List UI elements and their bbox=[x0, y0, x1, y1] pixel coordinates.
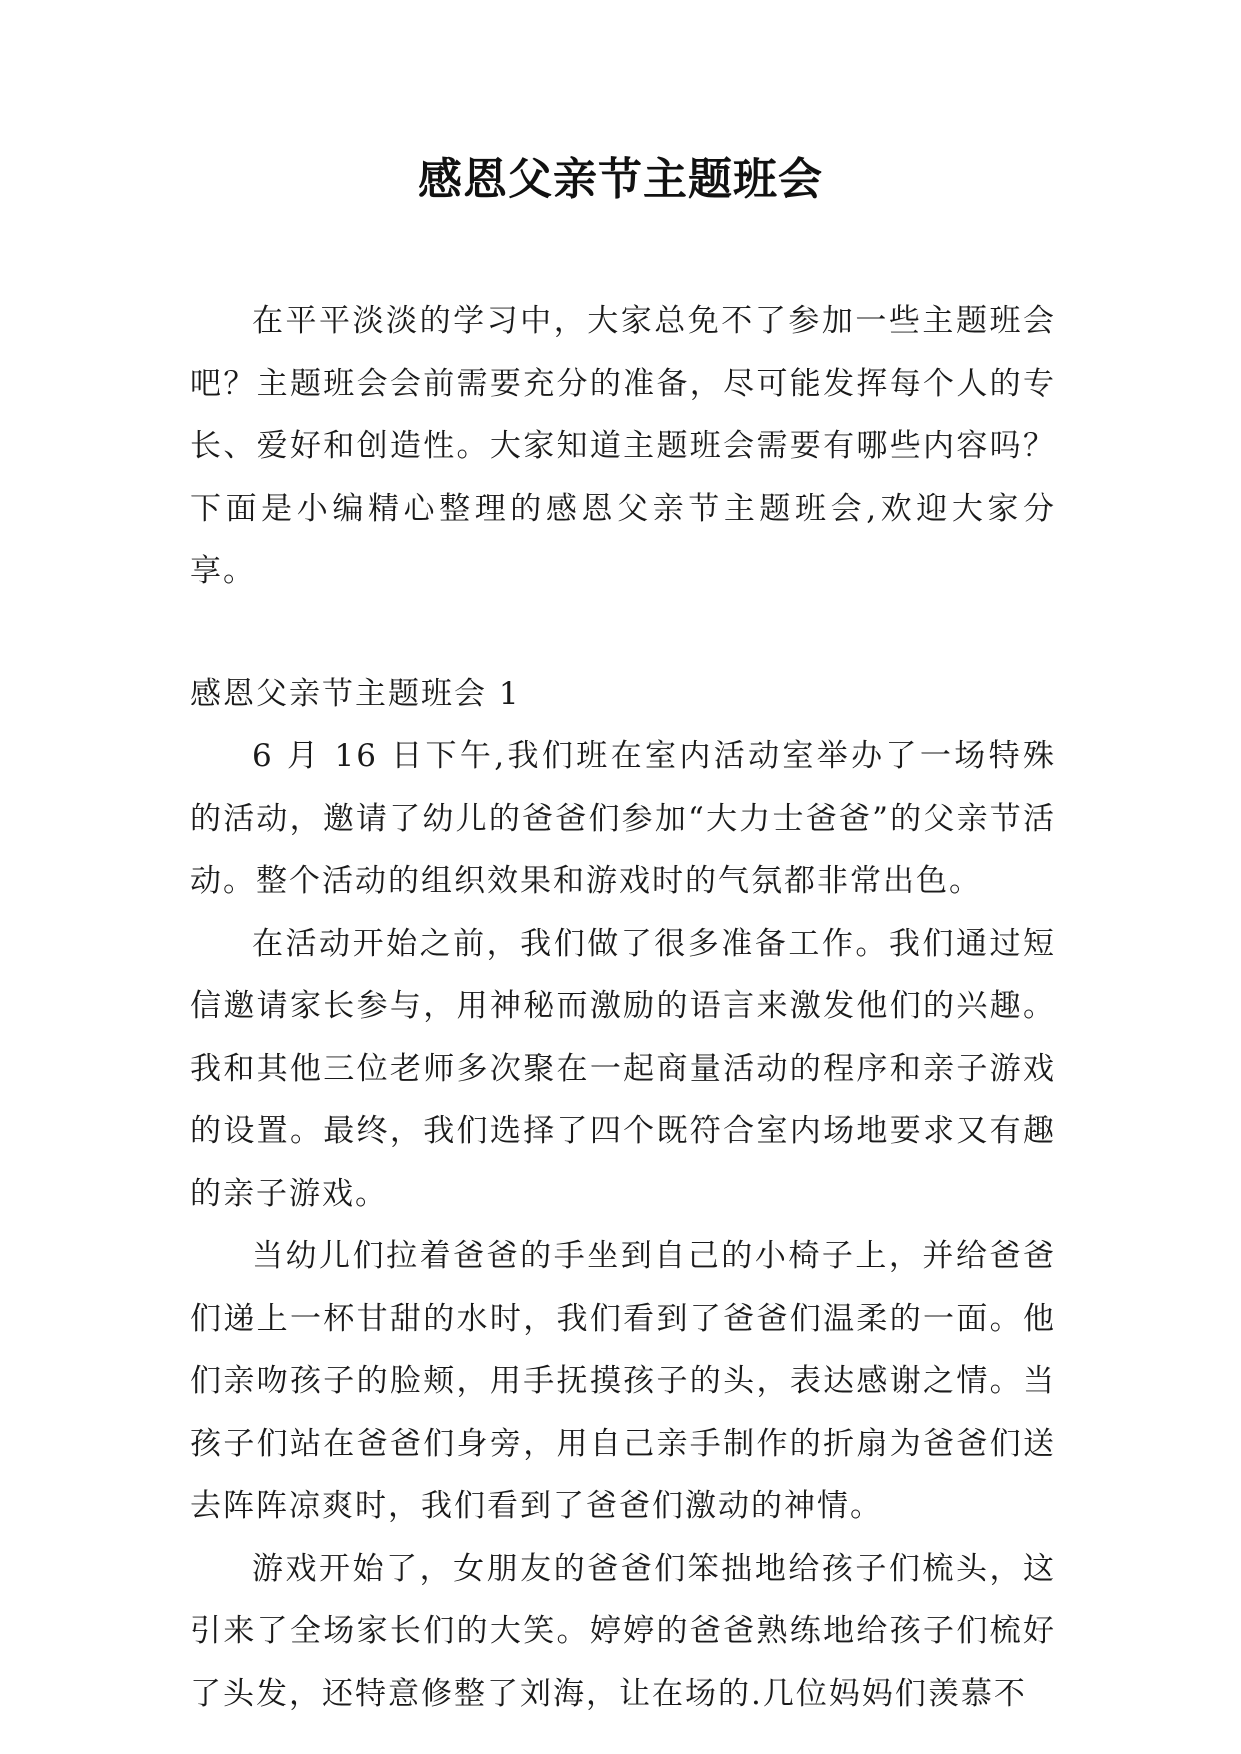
body-paragraph: 6 月 16 日下午,我们班在室内活动室举办了一场特殊的活动，邀请了幼儿的爸爸们参加“大力士爸爸”的父亲节活动。整个活动的组织效果和游戏时的气氛都非常出色。 bbox=[190, 738, 1056, 899]
document-body bbox=[190, 290, 1056, 1725]
body-paragraph: 当幼儿们拉着爸爸的手坐到自己的小椅子上，并给爸爸们递上一杯甘甜的水时，我们看到了爸爸们温柔的一面。他们亲吻孩子的脸颊，用手抚摸孩子的头，表达感谢之情。当孩子们站在爸爸们身旁，用自己亲手制作的折扇为爸爸们送去阵阵凉爽时，我们看到了爸爸们激动的神情。 bbox=[190, 1238, 1056, 1524]
body-paragraph: 在活动开始之前，我们做了很多准备工作。我们通过短信邀请家长参与，用神秘而激励的语言来激发他们的兴趣。我和其他三位老师多次聚在一起商量活动的程序和亲子游戏的设置。最终，我们选择了四个既符合室内场地要求又有趣的亲子游戏。 bbox=[190, 925, 1056, 1212]
section-heading: 感恩父亲节主题班会 1 bbox=[190, 675, 521, 712]
document-title: 感恩父亲节主题班会 bbox=[418, 154, 823, 205]
intro-paragraph: 在平平淡淡的学习中，大家总免不了参加一些主题班会吧？主题班会会前需要充分的准备，尽可能发挥每个人的专长、爱好和创造性。大家知道主题班会需要有哪些内容吗？下面是小编精心整理的感恩父亲节主题班会,欢迎大家分享。 bbox=[190, 303, 1056, 589]
body-paragraph: 游戏开始了，女朋友的爸爸们笨拙地给孩子们梳头，这引来了全场家长们的大笑。婷婷的爸爸熟练地给孩子们梳好了头发，还特意修整了刘海，让在场的.几位妈妈们羡慕不 bbox=[190, 1550, 1056, 1712]
